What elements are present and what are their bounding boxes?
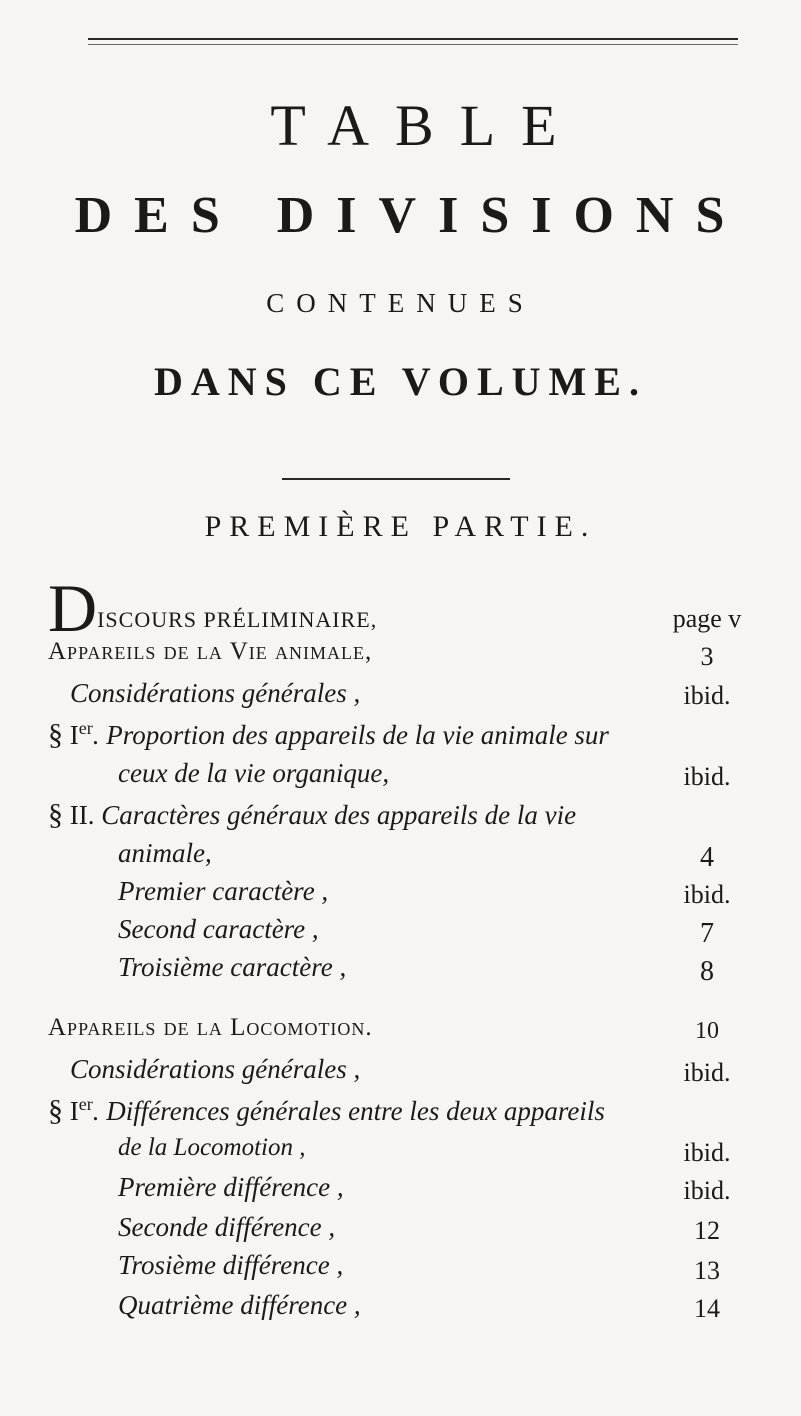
toc-section-heading: § II. Caractères généraux des appareils de la vie bbox=[48, 798, 577, 831]
toc-page: ibid. bbox=[683, 1058, 731, 1087]
toc-page: ibid. bbox=[683, 681, 731, 710]
toc-entry: Premier caractère , bbox=[118, 876, 329, 906]
toc-page: ibid. bbox=[683, 1176, 731, 1205]
toc-page: 14 bbox=[694, 1294, 720, 1323]
toc-page: 12 bbox=[694, 1216, 720, 1245]
toc-entry: Appareils de la Vie animale, bbox=[48, 638, 373, 665]
toc-entry: Appareils de la Locomotion. bbox=[48, 1014, 373, 1041]
toc-page: 4 bbox=[700, 842, 714, 873]
toc-page: ibid. bbox=[683, 880, 731, 909]
title-volume: DANS CE VOLUME. bbox=[154, 359, 647, 404]
section-marker: § bbox=[48, 718, 63, 751]
toc-entry: animale, bbox=[118, 838, 212, 868]
toc-page: 10 bbox=[695, 1018, 719, 1044]
title-table: TABLE bbox=[270, 93, 583, 158]
toc-entry: Troisième caractère , bbox=[118, 952, 347, 982]
toc-entry-discours: DISCOURS PRÉLIMINAIRE, bbox=[48, 570, 378, 646]
title-contenues: CONTENUES bbox=[266, 288, 535, 318]
divider-rule bbox=[282, 478, 510, 483]
toc-section-heading: § Ier. Proportion des appareils de la vie animale sur bbox=[48, 718, 609, 751]
section-marker: § bbox=[48, 798, 63, 831]
toc-entry: de la Locomotion , bbox=[118, 1134, 306, 1161]
toc-page: 3 bbox=[700, 642, 714, 671]
toc-entry: Considérations générales , bbox=[70, 1054, 361, 1084]
toc-page: ibid. bbox=[683, 762, 731, 791]
toc-entry: Trosième différence , bbox=[118, 1250, 344, 1280]
section-marker: § bbox=[48, 1094, 63, 1127]
toc-page: page v bbox=[672, 604, 742, 633]
toc-entry: ceux de la vie organique, bbox=[118, 758, 390, 788]
part-heading: PREMIÈRE PARTIE. bbox=[204, 510, 597, 543]
drop-cap: D bbox=[48, 570, 98, 646]
toc-page: ibid. bbox=[683, 1138, 731, 1167]
toc-page: 7 bbox=[700, 918, 714, 949]
toc-section-heading: § Ier. Différences générales entre les deux appareils bbox=[48, 1094, 605, 1127]
title-divisions: DES DIVISIONS bbox=[74, 187, 747, 244]
toc-page: 8 bbox=[700, 956, 714, 987]
toc-entry: Seconde différence , bbox=[118, 1212, 336, 1242]
top-rule bbox=[88, 38, 738, 45]
toc-entry: Première différence , bbox=[118, 1172, 344, 1202]
toc-entry: Quatrième différence , bbox=[118, 1290, 361, 1320]
toc-page: 13 bbox=[694, 1256, 720, 1285]
toc-entry: Second caractère , bbox=[118, 914, 319, 944]
toc-entry: Considérations générales , bbox=[70, 678, 361, 708]
